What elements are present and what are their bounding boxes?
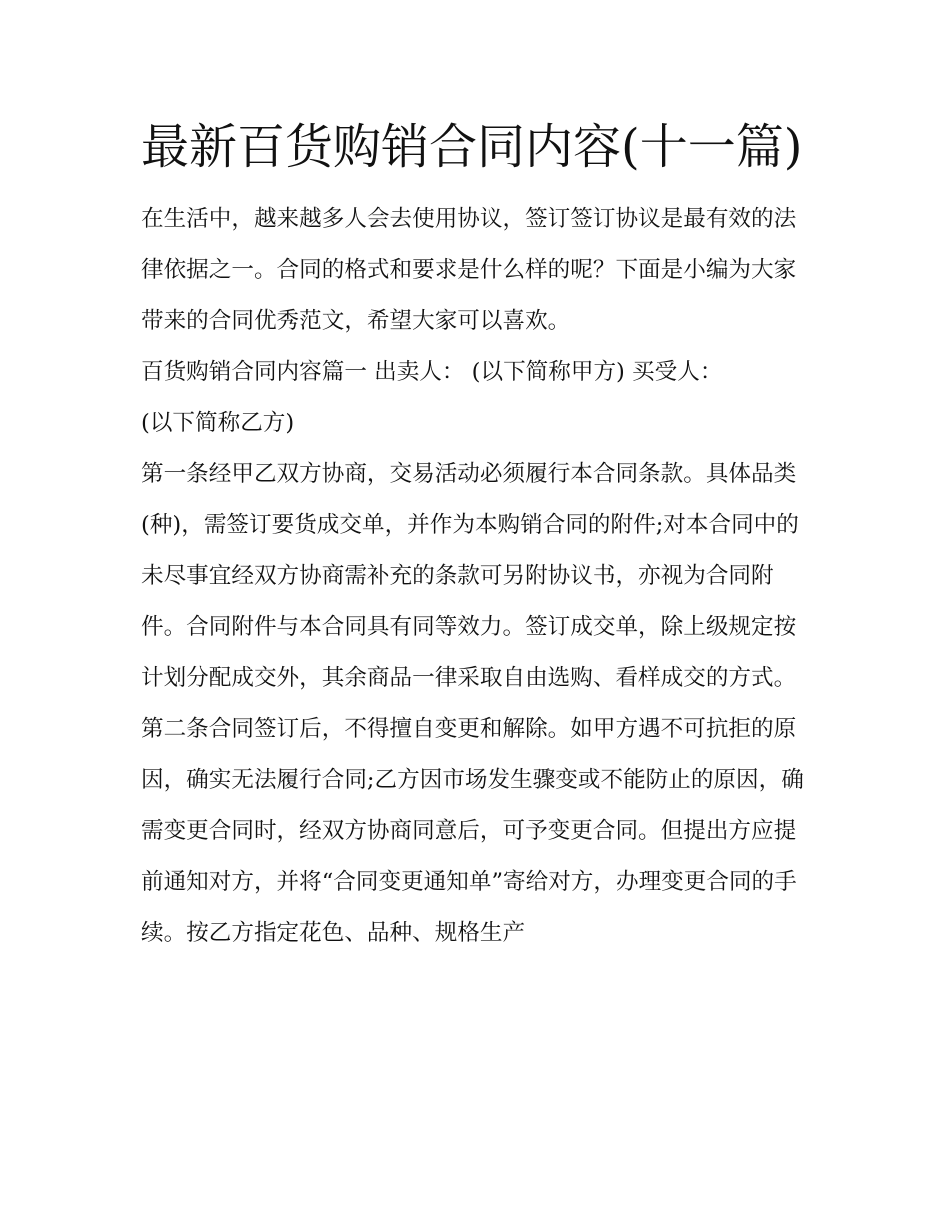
contract-parties-line: 百货购销合同内容篇一 出卖人： (以下简称甲方) 买受人： [141,359,723,385]
document-title: 最新百货购销合同内容(十一篇) [141,119,803,175]
contract-buyer-line: (以下简称乙方) [141,410,295,436]
intro-paragraph: 在生活中，越来越多人会去使用协议，签订签订协议是最有效的法律依据之一。合同的格式和要求是什么样的呢？下面是小编为大家带来的合同优秀范文，希望大家可以喜欢。 [141,206,797,334]
article-two-paragraph: 第二条合同签订后，不得擅自变更和解除。如甲方遇不可抗拒的原因，确实无法履行合同;乙方因市场发生骤变或不能防止的原因，确需变更合同时，经双方协商同意后，可予变更合同。但提出方应提前通知对方，并将“合同变更通知单”寄给对方，办理变更合同的手续。按乙方指定花色、品种、规格生产 [141,716,804,946]
document-body [141,110,813,959]
article-one-paragraph: 第一条经甲乙双方协商，交易活动必须履行本合同条款。具体品类(种)，需签订要货成交单，并作为本购销合同的附件;对本合同中的未尽事宜经双方协商需补充的条款可另附协议书，亦视为合同附件。合同附件与本合同具有同等效力。签订成交单，除上级规定按计划分配成交外，其余商品一律采取自由选购、看样成交的方式。 [141,461,799,691]
